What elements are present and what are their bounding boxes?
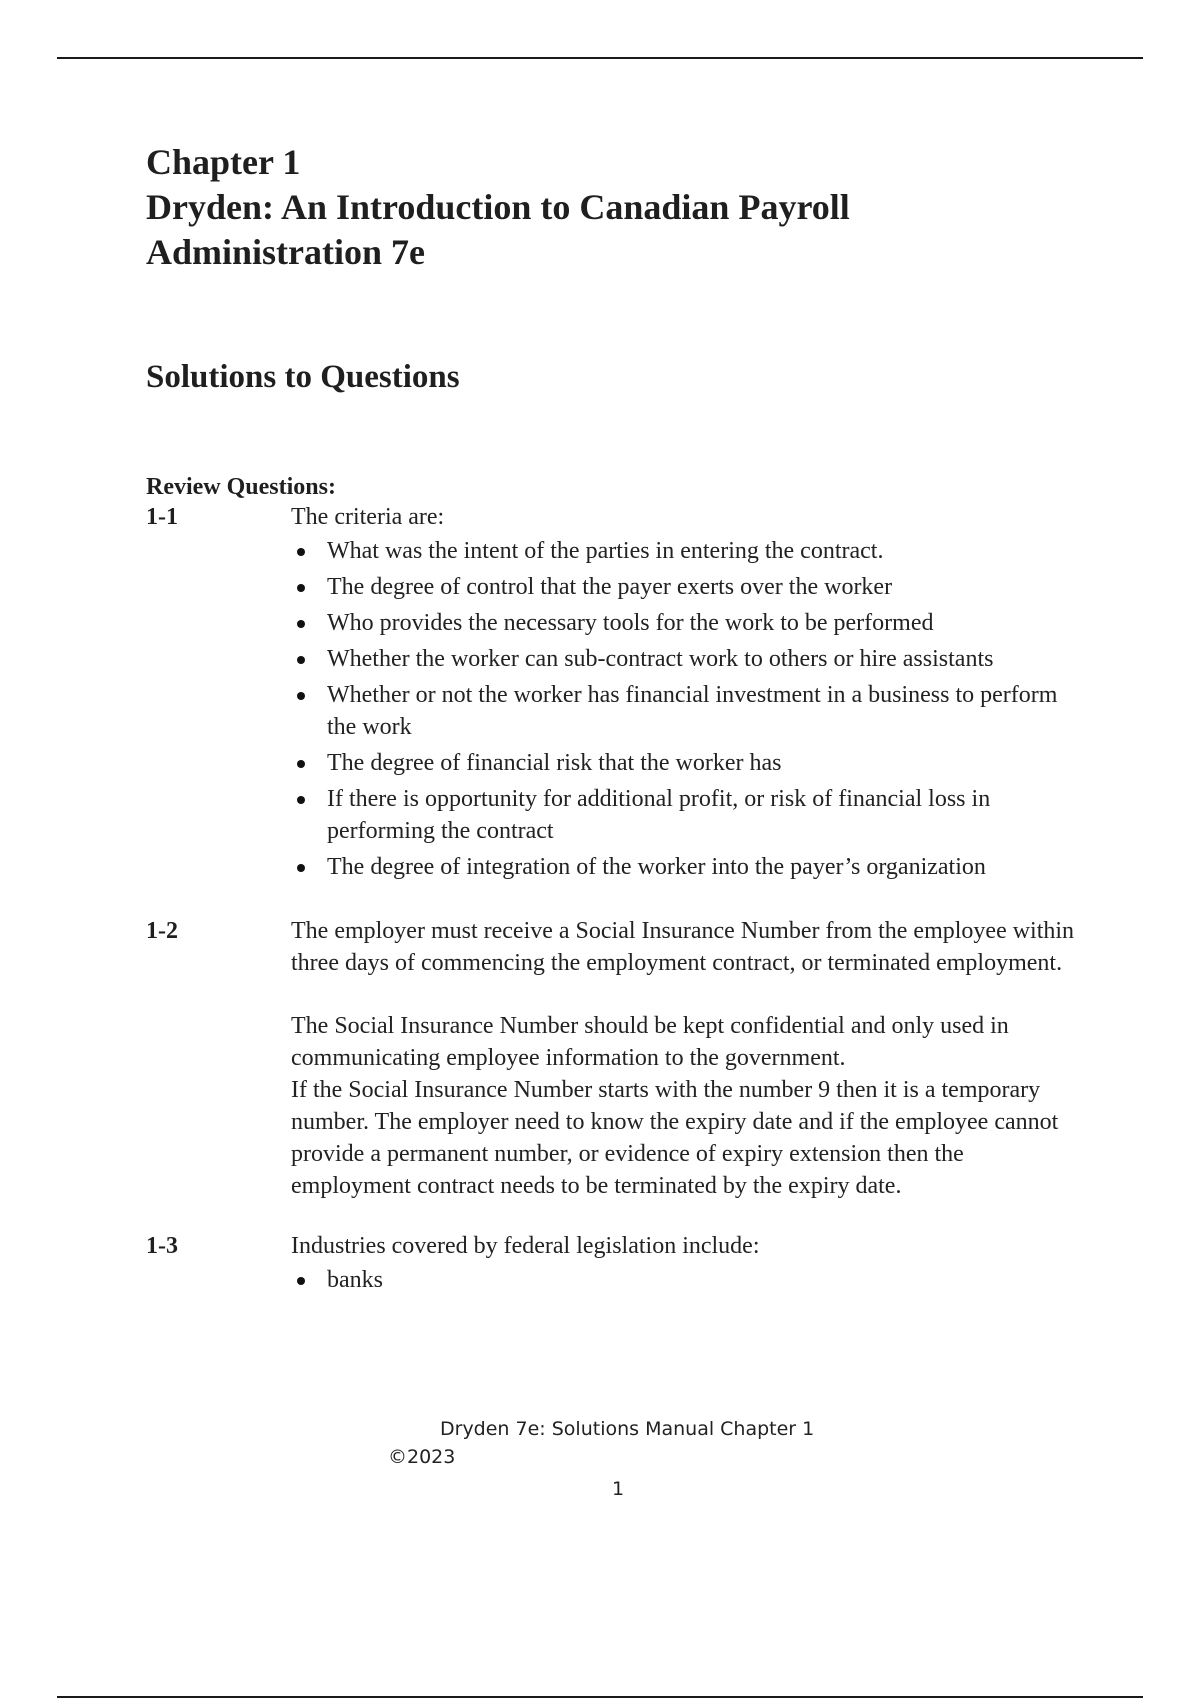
question-number: 1-3 xyxy=(146,1233,178,1259)
chapter-title xyxy=(146,140,1096,275)
question-1-3 xyxy=(146,1230,1096,1300)
list-item: Whether the worker can sub-contract work to others or hire assistants xyxy=(327,643,1081,675)
top-rule xyxy=(57,57,1143,59)
list-item: banks xyxy=(327,1264,1081,1296)
answer-paragraph-1: The employer must receive a Social Insurance Number from the employee within three days of commencing the employment contract, or terminated employment. xyxy=(291,918,1075,976)
review-questions-label: Review Questions: xyxy=(146,474,336,500)
question-answer xyxy=(291,501,1081,887)
footer-copyright: ©2023 xyxy=(388,1446,456,1468)
list-item: The degree of integration of the worker into the payer’s organization xyxy=(327,851,1081,883)
chapter-title-line-1: Chapter 1 xyxy=(146,142,301,182)
page-content xyxy=(146,140,1096,1300)
list-item: Who provides the necessary tools for the work to be performed xyxy=(327,607,1081,639)
list-item: The degree of control that the payer exerts over the worker xyxy=(327,571,1081,603)
list-item: If there is opportunity for additional profit, or risk of financial loss in performing the contract xyxy=(327,783,1081,847)
answer-paragraph-2: The Social Insurance Number should be kept confidential and only used in communicating employee information to the government. xyxy=(291,1013,1009,1071)
page-number: 1 xyxy=(612,1478,625,1500)
footer-title: Dryden 7e: Solutions Manual Chapter 1 xyxy=(440,1418,815,1440)
list-item: Whether or not the worker has financial investment in a business to perform the work xyxy=(327,679,1081,743)
question-1-2 xyxy=(146,915,1096,1202)
section-title: Solutions to Questions xyxy=(146,359,460,395)
question-answer xyxy=(291,1230,1081,1300)
question-number: 1-2 xyxy=(146,918,178,944)
answer-paragraph-3: If the Social Insurance Number starts with the number 9 then it is a temporary number. The employer need to know the expiry date and if the employee cannot provide a permanent number, or evidence of expiry extension then the employment contract needs to be terminated by the expiry date. xyxy=(291,1077,1059,1199)
list-item: What was the intent of the parties in entering the contract. xyxy=(327,535,1081,567)
question-number: 1-1 xyxy=(146,504,178,530)
bottom-rule xyxy=(57,1696,1143,1698)
question-1-1 xyxy=(146,501,1096,887)
question-answer xyxy=(291,915,1081,1202)
list-item: The degree of financial risk that the worker has xyxy=(327,747,1081,779)
answer-intro: Industries covered by federal legislation include: xyxy=(291,1233,760,1259)
chapter-title-line-2: Dryden: An Introduction to Canadian Payroll xyxy=(146,187,850,227)
answer-intro: The criteria are: xyxy=(291,504,445,530)
industries-list xyxy=(291,1264,1081,1296)
chapter-title-line-3: Administration 7e xyxy=(146,232,425,272)
criteria-list xyxy=(291,535,1081,883)
